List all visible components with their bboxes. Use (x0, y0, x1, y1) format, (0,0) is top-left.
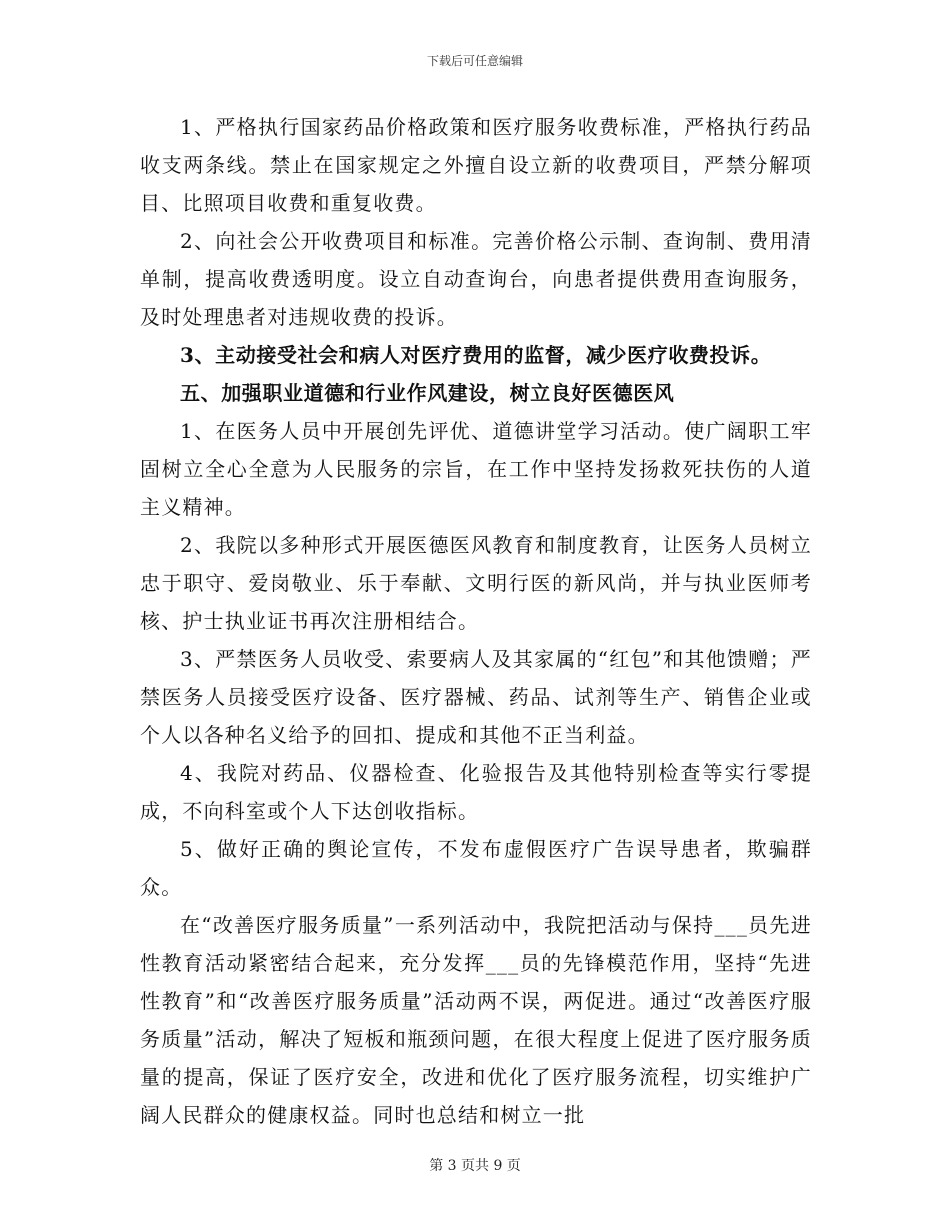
page-header: 下载后可任意编辑 (426, 54, 523, 68)
paragraph: 在“改善医疗服务质量”一系列活动中，我院把活动与保持___员先进性教育活动紧密结合起来，充分发挥___员的先锋模范作用，坚持“先进性教育”和“改善医疗服务质量”活动两不误，两促进。通过“改善医疗服务质量”活动，解决了短板和瓶颈问题，在很大程度上促进了医疗服务质量的提高，保证了医疗安全，改进和优化了医疗服务流程，切实维护广阔人民群众的健康权益。同时也总结和树立一批 (140, 913, 812, 1127)
paragraph: 2、我院以多种形式开展医德医风教育和制度教育，让医务人员树立忠于职守、爱岗敬业、乐于奉献、文明行医的新风尚，并与执业医师考核、护士执业证书再次注册相结合。 (140, 533, 812, 633)
paragraph: 2、向社会公开收费项目和标准。完善价格公示制、查询制、费用清单制，提高收费透明度。设立自动查询台，向患者提供费用查询服务，及时处理患者对违规收费的投诉。 (140, 229, 812, 329)
section-heading: 五、加强职业道德和行业作风建设，树立良好医德医风 (180, 381, 675, 405)
paragraph: 1、严格执行国家药品价格政策和医疗服务收费标准，严格执行药品收支两条线。禁止在国家规定之外擅自设立新的收费项目，严禁分解项目、比照项目收费和重复收费。 (140, 115, 812, 215)
document-body (140, 108, 812, 1134)
paragraph: 5、做好正确的舆论宣传，不发布虚假医疗广告误导患者，欺骗群众。 (140, 837, 812, 899)
bold-paragraph: 3、主动接受社会和病人对医疗费用的监督，减少医疗收费投诉。 (180, 343, 772, 367)
paragraph: 1、在医务人员中开展创先评优、道德讲堂学习活动。使广阔职工牢固树立全心全意为人民服务的宗旨，在工作中坚持发扬救死扶伤的人道主义精神。 (140, 419, 812, 519)
paragraph: 4、我院对药品、仪器检查、化验报告及其他特别检查等实行零提成，不向科室或个人下达创收指标。 (140, 761, 812, 823)
paragraph: 3、严禁医务人员收受、索要病人及其家属的“红包”和其他馈赠；严禁医务人员接受医疗设备、医疗器械、药品、试剂等生产、销售企业或个人以各种名义给予的回扣、提成和其他不正当利益。 (140, 647, 812, 747)
page-footer: 第 3 页共 9 页 (429, 1158, 521, 1174)
